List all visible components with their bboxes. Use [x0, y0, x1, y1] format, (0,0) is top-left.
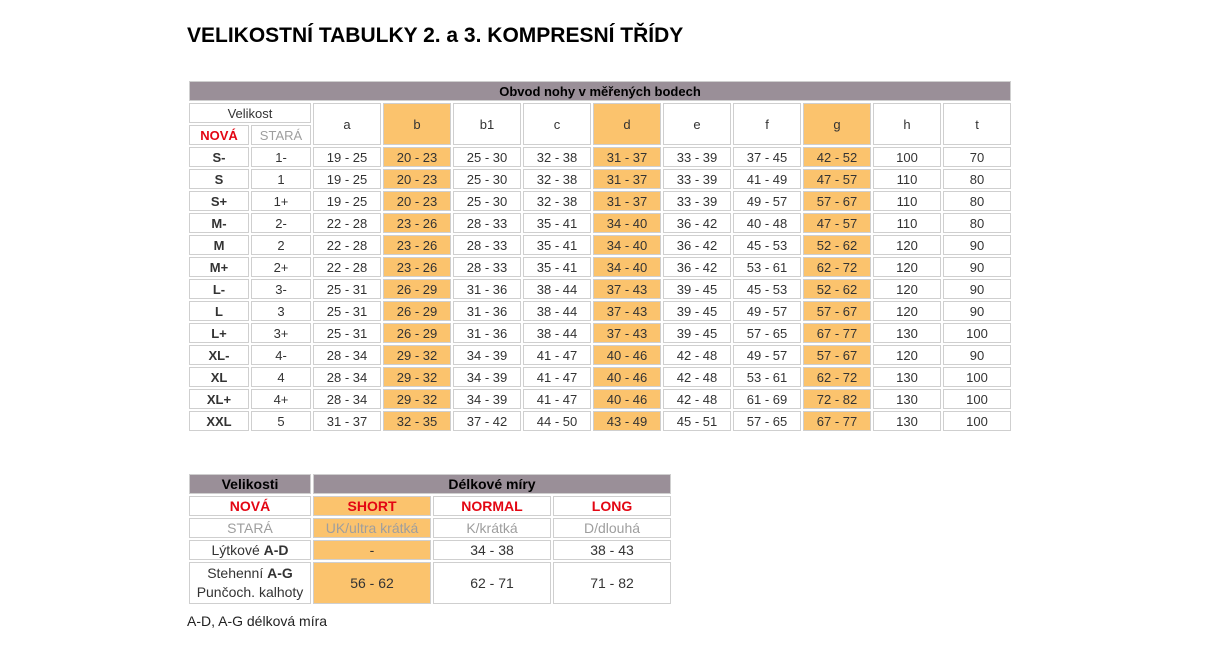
measure-cell: 28 - 33: [453, 213, 521, 233]
measure-cell: 36 - 42: [663, 213, 731, 233]
measure-cell: 52 - 62: [803, 235, 871, 255]
measure-cell: 25 - 30: [453, 191, 521, 211]
length-thigh-short: 56 - 62: [313, 562, 431, 604]
length-thigh-row: [189, 562, 671, 604]
size-new-cell: L+: [189, 323, 249, 343]
measure-cell: 120: [873, 257, 941, 277]
size-new-cell: S+: [189, 191, 249, 211]
measure-cell: 23 - 26: [383, 235, 451, 255]
size-old-cell: 1-: [251, 147, 311, 167]
measure-cell: 33 - 39: [663, 191, 731, 211]
measure-cell: 120: [873, 301, 941, 321]
length-thigh-label-range: A-G: [267, 565, 293, 582]
size-old-cell: 3: [251, 301, 311, 321]
measure-cell: 40 - 46: [593, 367, 661, 387]
measure-cell: 31 - 37: [593, 191, 661, 211]
measure-cell: 32 - 38: [523, 191, 591, 211]
measure-cell: 120: [873, 279, 941, 299]
measure-cell: 72 - 82: [803, 389, 871, 409]
size-new-cell: XXL: [189, 411, 249, 431]
measure-cell: 130: [873, 389, 941, 409]
measure-column-header: h: [873, 103, 941, 145]
measure-cell: 90: [943, 257, 1011, 277]
size-new-cell: M: [189, 235, 249, 255]
measure-cell: 100: [873, 147, 941, 167]
size-table-body: [189, 147, 1011, 431]
measure-cell: 130: [873, 367, 941, 387]
length-new-normal: NORMAL: [433, 496, 551, 516]
measure-cell: 25 - 30: [453, 147, 521, 167]
length-old-label: STARÁ: [189, 518, 311, 538]
measure-cell: 41 - 47: [523, 367, 591, 387]
measure-cell: 100: [943, 389, 1011, 409]
length-calf-label-range: A-D: [263, 542, 289, 558]
measure-cell: 42 - 48: [663, 389, 731, 409]
size-table-row: [189, 257, 1011, 277]
measure-cell: 28 - 34: [313, 367, 381, 387]
length-calf-long: 38 - 43: [553, 540, 671, 560]
measure-column-header: d: [593, 103, 661, 145]
measure-cell: 57 - 65: [733, 323, 801, 343]
measure-cell: 57 - 67: [803, 191, 871, 211]
measure-cell: 52 - 62: [803, 279, 871, 299]
size-new-cell: XL+: [189, 389, 249, 409]
measure-cell: 34 - 40: [593, 235, 661, 255]
measure-column-header: e: [663, 103, 731, 145]
size-old-cell: 3+: [251, 323, 311, 343]
size-table-row: [189, 169, 1011, 189]
measure-column-header: a: [313, 103, 381, 145]
size-old-cell: 1+: [251, 191, 311, 211]
measure-cell: 45 - 51: [663, 411, 731, 431]
length-new-long: LONG: [553, 496, 671, 516]
measure-cell: 42 - 48: [663, 367, 731, 387]
measure-cell: 25 - 31: [313, 323, 381, 343]
size-new-cell: M+: [189, 257, 249, 277]
measure-cell: 32 - 38: [523, 169, 591, 189]
measure-cell: 57 - 65: [733, 411, 801, 431]
page-title: VELIKOSTNÍ TABULKY 2. a 3. KOMPRESNÍ TŘÍDY: [187, 24, 684, 47]
measure-cell: 110: [873, 213, 941, 233]
measure-cell: 42 - 52: [803, 147, 871, 167]
measure-cell: 20 - 23: [383, 147, 451, 167]
measure-cell: 67 - 77: [803, 411, 871, 431]
size-table-title: Obvod nohy v měřených bodech: [189, 81, 1011, 101]
size-corner-label: Velikost: [189, 103, 311, 123]
measure-cell: 90: [943, 345, 1011, 365]
measure-cell: 29 - 32: [383, 389, 451, 409]
size-new-cell: M-: [189, 213, 249, 233]
measure-cell: 36 - 42: [663, 257, 731, 277]
length-old-normal: K/krátká: [433, 518, 551, 538]
measure-cell: 36 - 42: [663, 235, 731, 255]
measure-cell: 19 - 25: [313, 191, 381, 211]
measure-cell: 29 - 32: [383, 367, 451, 387]
measure-cell: 49 - 57: [733, 191, 801, 211]
measure-column-header: b: [383, 103, 451, 145]
measure-cell: 20 - 23: [383, 169, 451, 189]
measure-cell: 38 - 44: [523, 323, 591, 343]
length-thigh-long: 71 - 82: [553, 562, 671, 604]
size-old-label: STARÁ: [251, 125, 311, 145]
size-table-row: [189, 191, 1011, 211]
measure-cell: 28 - 33: [453, 235, 521, 255]
measure-cell: 49 - 57: [733, 301, 801, 321]
measure-cell: 26 - 29: [383, 301, 451, 321]
measure-cell: 44 - 50: [523, 411, 591, 431]
measure-cell: 22 - 28: [313, 235, 381, 255]
measure-cell: 110: [873, 169, 941, 189]
size-table-row: [189, 389, 1011, 409]
measure-cell: 22 - 28: [313, 213, 381, 233]
size-new-label: NOVÁ: [189, 125, 249, 145]
size-table-row: [189, 147, 1011, 167]
measure-cell: 43 - 49: [593, 411, 661, 431]
measure-cell: 62 - 72: [803, 257, 871, 277]
measure-cell: 26 - 29: [383, 323, 451, 343]
measure-cell: 25 - 31: [313, 301, 381, 321]
measure-cell: 19 - 25: [313, 147, 381, 167]
measure-cell: 37 - 42: [453, 411, 521, 431]
length-table-title-row: [189, 474, 671, 494]
size-table-row: [189, 279, 1011, 299]
measure-cell: 53 - 61: [733, 257, 801, 277]
measure-cell: 28 - 34: [313, 389, 381, 409]
size-table-row: [189, 301, 1011, 321]
measure-cell: 45 - 53: [733, 235, 801, 255]
measure-cell: 37 - 45: [733, 147, 801, 167]
length-thigh-normal: 62 - 71: [433, 562, 551, 604]
size-old-cell: 5: [251, 411, 311, 431]
length-old-long: D/dlouhá: [553, 518, 671, 538]
measure-cell: 31 - 36: [453, 279, 521, 299]
length-thigh-label: [189, 562, 311, 604]
size-old-cell: 1: [251, 169, 311, 189]
length-calf-label: [189, 540, 311, 560]
measure-cell: 130: [873, 323, 941, 343]
measure-cell: 41 - 49: [733, 169, 801, 189]
measure-cell: 31 - 37: [593, 147, 661, 167]
length-calf-normal: 34 - 38: [433, 540, 551, 560]
measure-cell: 34 - 39: [453, 345, 521, 365]
measure-cell: 57 - 67: [803, 345, 871, 365]
measure-cell: 120: [873, 345, 941, 365]
measure-cell: 80: [943, 213, 1011, 233]
measure-cell: 32 - 38: [523, 147, 591, 167]
size-old-cell: 2: [251, 235, 311, 255]
measure-cell: 29 - 32: [383, 345, 451, 365]
length-table: [187, 472, 673, 606]
size-new-cell: L-: [189, 279, 249, 299]
size-table-row: [189, 235, 1011, 255]
measure-cell: 38 - 44: [523, 279, 591, 299]
measure-cell: 37 - 43: [593, 301, 661, 321]
measure-cell: 57 - 67: [803, 301, 871, 321]
measure-cell: 39 - 45: [663, 323, 731, 343]
measure-cell: 120: [873, 235, 941, 255]
measure-cell: 28 - 33: [453, 257, 521, 277]
measure-cell: 25 - 31: [313, 279, 381, 299]
measure-cell: 34 - 40: [593, 213, 661, 233]
size-old-cell: 4: [251, 367, 311, 387]
measure-cell: 67 - 77: [803, 323, 871, 343]
measure-cell: 100: [943, 411, 1011, 431]
measure-cell: 35 - 41: [523, 235, 591, 255]
size-new-cell: L: [189, 301, 249, 321]
size-new-cell: XL: [189, 367, 249, 387]
measure-cell: 41 - 47: [523, 345, 591, 365]
measure-cell: 23 - 26: [383, 213, 451, 233]
measure-cell: 100: [943, 367, 1011, 387]
measure-cell: 40 - 46: [593, 345, 661, 365]
measure-cell: 90: [943, 235, 1011, 255]
measure-cell: 20 - 23: [383, 191, 451, 211]
measure-cell: 31 - 37: [593, 169, 661, 189]
length-old-row: [189, 518, 671, 538]
measure-cell: 34 - 39: [453, 389, 521, 409]
measure-cell: 37 - 43: [593, 323, 661, 343]
measure-cell: 34 - 39: [453, 367, 521, 387]
length-thigh-label-line2: Punčoch. kalhoty: [196, 584, 304, 600]
length-old-short: UK/ultra krátká: [313, 518, 431, 538]
size-table-row: [189, 213, 1011, 233]
measure-cell: 31 - 36: [453, 301, 521, 321]
length-calf-short: -: [313, 540, 431, 560]
length-thigh-label-text: Stehenní: [207, 565, 268, 582]
measure-cell: 40 - 48: [733, 213, 801, 233]
length-table-title: Délkové míry: [313, 474, 671, 494]
measure-cell: 35 - 41: [523, 257, 591, 277]
size-table-row: [189, 323, 1011, 343]
measure-cell: 61 - 69: [733, 389, 801, 409]
measure-cell: 45 - 53: [733, 279, 801, 299]
length-new-row: [189, 496, 671, 516]
size-old-cell: 3-: [251, 279, 311, 299]
measure-cell: 38 - 44: [523, 301, 591, 321]
measure-cell: 41 - 47: [523, 389, 591, 409]
measure-cell: 90: [943, 301, 1011, 321]
measure-cell: 23 - 26: [383, 257, 451, 277]
measure-column-header: f: [733, 103, 801, 145]
measure-cell: 62 - 72: [803, 367, 871, 387]
measure-cell: 19 - 25: [313, 169, 381, 189]
length-calf-label-text: Lýtkové: [211, 542, 264, 558]
footnote: A-D, A-G délková míra: [187, 613, 328, 629]
measure-cell: 42 - 48: [663, 345, 731, 365]
measure-cell: 100: [943, 323, 1011, 343]
measure-cell: 22 - 28: [313, 257, 381, 277]
size-old-cell: 2-: [251, 213, 311, 233]
length-calf-row: [189, 540, 671, 560]
measure-cell: 39 - 45: [663, 279, 731, 299]
measure-cell: 26 - 29: [383, 279, 451, 299]
measure-cell: 35 - 41: [523, 213, 591, 233]
measure-cell: 80: [943, 191, 1011, 211]
measure-cell: 31 - 37: [313, 411, 381, 431]
length-new-label: NOVÁ: [189, 496, 311, 516]
length-corner-label: Velikosti: [189, 474, 311, 494]
measure-cell: 53 - 61: [733, 367, 801, 387]
length-new-short: SHORT: [313, 496, 431, 516]
measure-cell: 47 - 57: [803, 169, 871, 189]
size-old-cell: 4-: [251, 345, 311, 365]
measure-cell: 90: [943, 279, 1011, 299]
measure-column-header: b1: [453, 103, 521, 145]
size-table-title-row: [189, 81, 1011, 101]
measure-cell: 33 - 39: [663, 147, 731, 167]
measure-cell: 32 - 35: [383, 411, 451, 431]
measure-cell: 110: [873, 191, 941, 211]
measure-cell: 33 - 39: [663, 169, 731, 189]
measure-cell: 70: [943, 147, 1011, 167]
length-thigh-label-line1: [190, 564, 310, 583]
measure-cell: 80: [943, 169, 1011, 189]
size-old-cell: 4+: [251, 389, 311, 409]
size-table-row: [189, 411, 1011, 431]
size-table-header-row-1: [189, 103, 1011, 123]
measure-column-header: t: [943, 103, 1011, 145]
size-old-cell: 2+: [251, 257, 311, 277]
size-table: [187, 79, 1013, 433]
measure-column-header: c: [523, 103, 591, 145]
size-new-cell: S-: [189, 147, 249, 167]
measure-cell: 34 - 40: [593, 257, 661, 277]
measure-cell: 25 - 30: [453, 169, 521, 189]
measure-cell: 130: [873, 411, 941, 431]
measure-cell: 37 - 43: [593, 279, 661, 299]
measure-cell: 49 - 57: [733, 345, 801, 365]
size-table-row: [189, 345, 1011, 365]
measure-column-header: g: [803, 103, 871, 145]
measure-cell: 31 - 36: [453, 323, 521, 343]
size-new-cell: S: [189, 169, 249, 189]
size-new-cell: XL-: [189, 345, 249, 365]
measure-cell: 47 - 57: [803, 213, 871, 233]
measure-cell: 40 - 46: [593, 389, 661, 409]
size-table-row: [189, 367, 1011, 387]
measure-cell: 39 - 45: [663, 301, 731, 321]
measure-cell: 28 - 34: [313, 345, 381, 365]
